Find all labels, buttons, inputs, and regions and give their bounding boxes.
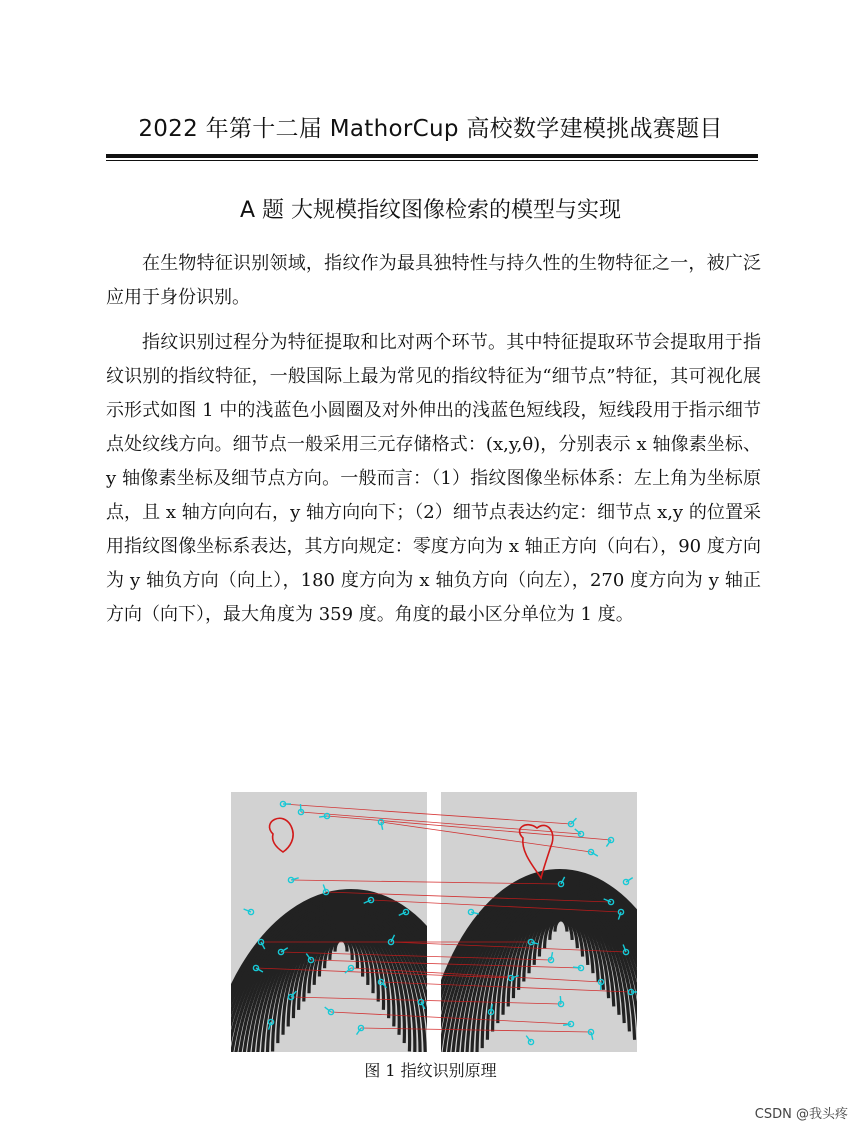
figure-caption: 图 1 指纹识别原理 bbox=[364, 1061, 497, 1080]
body-text bbox=[106, 247, 761, 643]
fingerprint-match-image bbox=[231, 792, 637, 1052]
fingerprint-figure bbox=[231, 792, 637, 1052]
minutia-direction bbox=[573, 967, 581, 968]
paragraph-intro: 在生物特征识别领域，指纹作为最具独特性与持久性的生物特征之一，被广泛应用于身份识别。 bbox=[106, 253, 761, 308]
csdn-watermark: CSDN @我头疼 bbox=[754, 1107, 848, 1122]
title-rule-thin bbox=[106, 160, 758, 161]
paragraph-minutiae: 指纹识别过程分为特征提取和比对两个环节。其中特征提取环节会提取用于指纹识别的指纹特征，一般国际上最为常见的指纹特征为“细节点”特征，其可视化展示形式如图 1 中的浅蓝色小圆圈及对外伸出的浅蓝色短线段，短线段用于指示细节点处纹线方向。细节点一般采用三元存储格式：(x,y,θ)，分别表示 x 轴像素坐标、y 轴像素坐标及细节点方向。一般而言：（1）指纹图像坐标体系：左上角为坐标原点，且 x 轴方向向右，y 轴方向向下；（2）细节点表达约定：细节点 x,y 的位置采用指纹图像坐标系表达，其方向规定：零度方向为 x 轴正方向（向右），90 度方向为 y 轴负方向（向上），180 度方向为 x 轴负方向（向左），270 度方向为 y 轴正方向（向下），最大角度为 359 度。角度的最小区分单位为 1 度。 bbox=[106, 332, 761, 625]
minutia-direction bbox=[560, 996, 561, 1004]
minutia-direction bbox=[300, 804, 301, 812]
problem-title: A 题 大规模指纹图像检索的模型与实现 bbox=[239, 198, 622, 223]
title-rule-thick bbox=[106, 154, 758, 158]
right-fingerprint bbox=[415, 792, 637, 1052]
page-title: 2022 年第十二届 MathorCup 高校数学建模挑战赛题目 bbox=[138, 116, 723, 142]
